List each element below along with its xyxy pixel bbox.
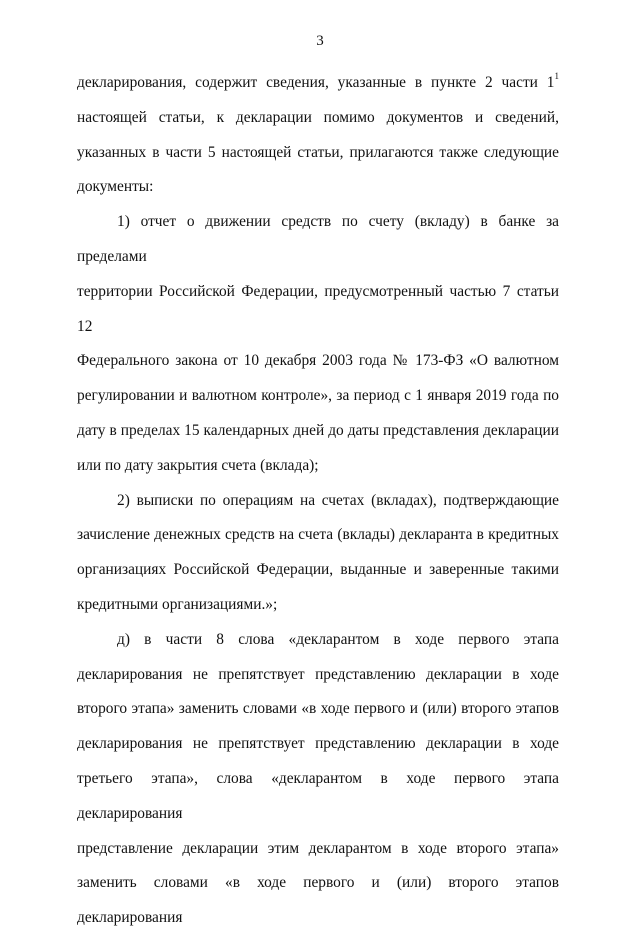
text-line: дату в пределах 15 календарных дней до даты представления декларации bbox=[77, 421, 559, 439]
text-line: организациях Российской Федерации, выданные и заверенные такими bbox=[77, 561, 559, 579]
text-line: или по дату закрытия счета (вклада); bbox=[77, 456, 319, 474]
text-line: кредитными организациями.»; bbox=[77, 595, 278, 613]
text-line: территории Российской Федерации, предусмотренный частью 7 статьи 12 bbox=[77, 282, 559, 335]
page-number: 3 bbox=[316, 33, 324, 49]
text-line: 2) выписки по операциям на счетах (вкладах), подтверждающие bbox=[117, 491, 559, 509]
text-line: документы: bbox=[77, 178, 154, 196]
text-line: представление декларации этим декларантом в ходе второго этапа» bbox=[77, 839, 559, 857]
text-line bbox=[77, 66, 559, 101]
text-line: декларирования не препятствует представлению декларации в ходе bbox=[77, 735, 559, 753]
superscript: 1 bbox=[554, 70, 559, 81]
text-line: д) в части 8 слова «декларантом в ходе первого этапа bbox=[117, 630, 559, 648]
text-line: указанных в части 5 настоящей статьи, прилагаются также следующие bbox=[77, 143, 559, 161]
text-line: Федерального закона от 10 декабря 2003 года № 173-ФЗ «О валютном bbox=[77, 352, 559, 370]
text-line: 1) отчет о движении средств по счету (вкладу) в банке за пределами bbox=[77, 213, 559, 265]
text-line: второго этапа» заменить словами «в ходе первого и (или) второго этапов bbox=[77, 700, 559, 718]
text-line: настоящей статьи, к декларации помимо документов и сведений, bbox=[77, 108, 559, 126]
text-line: зачисление денежных средств на счета (вклады) декларанта в кредитных bbox=[77, 526, 559, 544]
text-line: третьего этапа», слова «декларантом в ходе первого этапа декларирования bbox=[77, 769, 559, 822]
text-line: декларирования не препятствует представлению декларации в ходе bbox=[77, 665, 559, 683]
text-line: регулировании и валютном контроле», за период с 1 января 2019 года по bbox=[77, 387, 559, 405]
text-line-content: декларирования, содержит сведения, указанные в пункте 2 части 1 bbox=[77, 74, 555, 91]
text-line: заменить словами «в ходе первого и (или) второго этапов декларирования bbox=[77, 874, 559, 927]
document-body bbox=[77, 66, 559, 936]
